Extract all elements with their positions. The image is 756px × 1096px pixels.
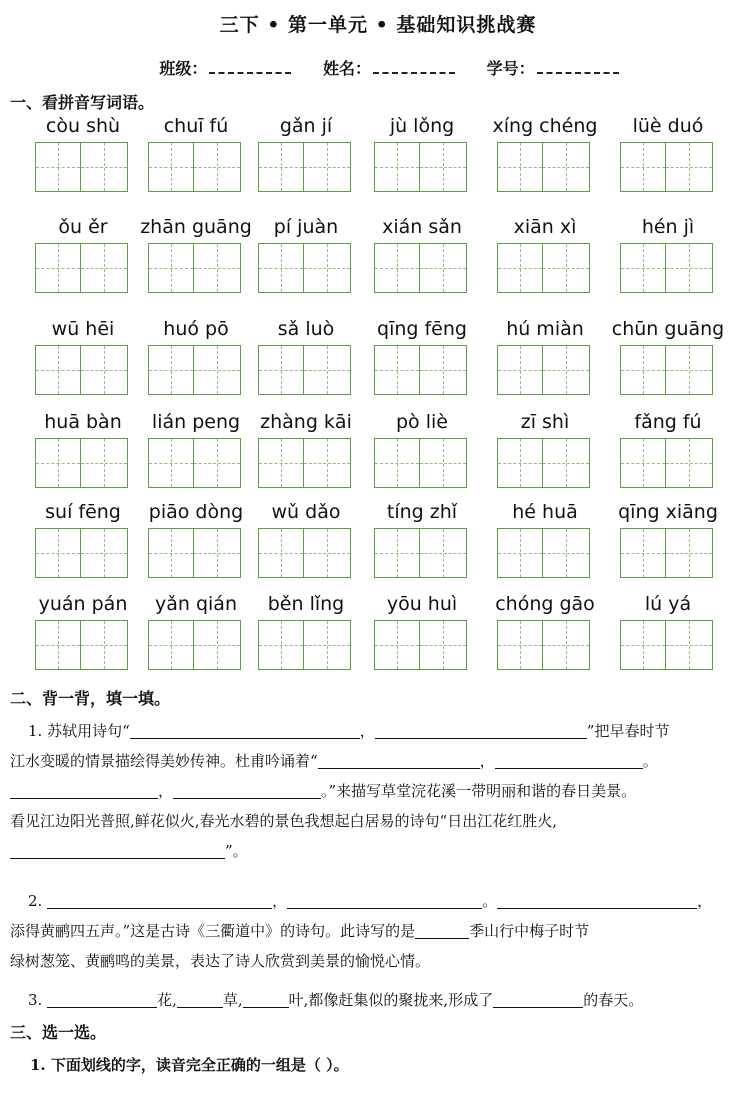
tianzige-box[interactable] [35,528,81,578]
q1-text-h: 。”来描写草堂浣花溪一带明丽和谐的春日美景。 [321,782,637,800]
tianzige-box[interactable] [81,620,128,670]
writing-boxes [148,142,241,192]
q1-comma-2: ， [479,752,495,770]
pinyin-label: hén jì [641,216,695,238]
pinyin-label: chuī fú [163,115,229,137]
writing-boxes [258,243,351,293]
writing-boxes [497,528,590,578]
pinyin-label: ǒu ěr [58,216,108,238]
page-title: 三下 • 第一单元 • 基础知识挑战赛 [219,14,537,36]
writing-boxes [497,142,590,192]
pinyin-label: sǎ luò [277,318,335,340]
tianzige-box[interactable] [148,345,194,395]
tianzige-box[interactable] [35,438,81,488]
tianzige-box[interactable] [194,438,241,488]
q2-period: 。 [482,892,498,910]
writing-boxes [374,243,467,293]
tianzige-box[interactable] [666,438,713,488]
writing-boxes [620,528,713,578]
writing-boxes [374,620,467,670]
writing-boxes [620,620,713,670]
q1-blank-1[interactable] [130,720,360,739]
writing-boxes [374,345,467,395]
q2-blank-2[interactable] [287,890,482,909]
pinyin-label: tíng zhǐ [386,501,458,523]
tianzige-box[interactable] [666,345,713,395]
writing-boxes [148,438,241,488]
tianzige-box[interactable] [620,620,666,670]
pinyin-row [0,501,756,596]
tianzige-box[interactable] [543,345,590,395]
q1-comma: ， [359,722,375,740]
id-label: 学号： [486,59,535,78]
tianzige-box[interactable] [543,243,590,293]
pinyin-label: zhān guāng [140,216,252,238]
pinyin-label: huó pō [163,318,229,340]
tianzige-box[interactable] [543,528,590,578]
tianzige-box[interactable] [194,142,241,192]
tianzige-box[interactable] [543,620,590,670]
tianzige-box[interactable] [374,528,420,578]
writing-boxes [620,345,713,395]
writing-boxes [148,620,241,670]
writing-boxes [148,243,241,293]
section1-heading: 一、看拼音写词语。 [10,93,155,112]
q1-text-c: ”把早春时节 [586,722,670,740]
q1-blank-3[interactable] [318,750,480,769]
tianzige-box[interactable] [35,345,81,395]
q1-blank-5[interactable] [10,780,158,799]
tianzige-box[interactable] [420,438,467,488]
section3-heading: 三、选一选。 [10,1023,107,1042]
writing-boxes [497,438,590,488]
q2-text-f: 绿树葱笼、黄鹂鸣的美景，表达了诗人欣赏到美景的愉悦心情。 [10,952,431,970]
q2-text-e: 季山行中梅子时节 [469,922,590,940]
writing-boxes [258,528,351,578]
q1-period: 。 [642,752,658,770]
writing-boxes [374,142,467,192]
writing-boxes [35,438,128,488]
q1-comma-3: ， [158,782,174,800]
pinyin-label: pò liè [396,411,448,433]
tianzige-box[interactable] [194,528,241,578]
writing-boxes [497,243,590,293]
tianzige-box[interactable] [148,142,194,192]
question-3 [10,985,748,1015]
section2-heading: 二、背一背，填一填。 [10,689,171,708]
tianzige-box[interactable] [374,243,420,293]
pinyin-label: lüè duó [632,115,704,137]
writing-boxes [35,243,128,293]
section3-question-1: 1. 下面划线的字，读音完全正确的一组是（ ）。 [30,1056,349,1074]
q2-comma-2: ， [697,892,713,910]
pinyin-label: wū hēi [51,318,115,340]
tianzige-box[interactable] [258,620,304,670]
writing-boxes [620,243,713,293]
tianzige-box[interactable] [666,243,713,293]
tianzige-box[interactable] [374,142,420,192]
class-label: 班级： [159,59,208,78]
pinyin-row [0,593,756,688]
writing-boxes [258,438,351,488]
tianzige-box[interactable] [420,243,467,293]
writing-boxes [497,345,590,395]
tianzige-box[interactable] [148,528,194,578]
writing-boxes [148,345,241,395]
pinyin-label: běn lǐng [267,593,345,615]
pinyin-row [0,216,756,311]
tianzige-box[interactable] [35,142,81,192]
tianzige-box[interactable] [304,528,351,578]
tianzige-box[interactable] [304,345,351,395]
tianzige-box[interactable] [35,243,81,293]
pinyin-label: huā bàn [44,411,122,433]
tianzige-box[interactable] [81,142,128,192]
tianzige-box[interactable] [666,142,713,192]
tianzige-box[interactable] [304,438,351,488]
pinyin-label: xián sǎn [382,216,462,238]
writing-boxes [497,620,590,670]
q3-blank-4[interactable] [493,989,583,1008]
tianzige-box[interactable] [420,620,467,670]
tianzige-box[interactable] [497,438,543,488]
q2-blank-1[interactable] [47,890,272,909]
writing-boxes [258,620,351,670]
tianzige-box[interactable] [497,142,543,192]
tianzige-box[interactable] [497,345,543,395]
q3-text-a: 花, [157,991,177,1009]
tianzige-box[interactable] [194,345,241,395]
pinyin-label: pí juàn [273,216,339,238]
tianzige-box[interactable] [374,345,420,395]
student-info [0,56,756,79]
pinyin-label: qīng fēng [377,318,467,340]
tianzige-box[interactable] [543,142,590,192]
q2-blank-3[interactable] [497,890,697,909]
q2-number: 2. [28,892,43,910]
pinyin-label: hú miàn [506,318,584,340]
tianzige-box[interactable] [304,243,351,293]
q3-blank-1[interactable] [47,989,157,1008]
writing-boxes [35,620,128,670]
q3-number: 3. [28,991,43,1009]
pinyin-label: jù lǒng [389,115,455,137]
tianzige-box[interactable] [258,243,304,293]
pinyin-row [0,115,756,210]
pinyin-label: yuán pán [38,593,128,615]
question-2 [10,886,748,976]
tianzige-box[interactable] [497,620,543,670]
q2-comma: ， [272,892,288,910]
pinyin-row [0,411,756,506]
q2-blank-4[interactable] [415,920,469,939]
tianzige-box[interactable] [620,345,666,395]
pinyin-label: zī shì [520,411,570,433]
tianzige-box[interactable] [666,620,713,670]
pinyin-label: chūn guāng [611,318,725,340]
tianzige-box[interactable] [497,243,543,293]
pinyin-label: zhàng kāi [260,411,352,433]
tianzige-box[interactable] [194,243,241,293]
q3-blank-3[interactable] [243,989,289,1008]
tianzige-box[interactable] [497,528,543,578]
q3-text-d: 的春天。 [583,991,644,1009]
tianzige-box[interactable] [420,528,467,578]
writing-boxes [374,438,467,488]
pinyin-row [0,318,756,413]
tianzige-box[interactable] [374,438,420,488]
writing-boxes [35,528,128,578]
q1-blank-6[interactable] [173,780,321,799]
pinyin-label: xíng chéng [492,115,598,137]
q1-text-d: 江水变暖的情景描绘得美妙传神。杜甫吟诵着“ [10,752,318,770]
name-label: 姓名： [322,59,371,78]
tianzige-box[interactable] [420,345,467,395]
tianzige-box[interactable] [35,620,81,670]
tianzige-box[interactable] [620,438,666,488]
tianzige-box[interactable] [258,438,304,488]
pinyin-label: fǎng fú [634,411,702,433]
tianzige-box[interactable] [666,528,713,578]
name-blank[interactable] [373,58,455,74]
tianzige-box[interactable] [304,142,351,192]
q1-blank-4[interactable] [495,750,643,769]
q3-blank-2[interactable] [177,989,223,1008]
tianzige-box[interactable] [258,528,304,578]
tianzige-box[interactable] [148,438,194,488]
tianzige-box[interactable] [304,620,351,670]
writing-boxes [35,142,128,192]
tianzige-box[interactable] [81,438,128,488]
writing-boxes [148,528,241,578]
tianzige-box[interactable] [81,345,128,395]
tianzige-box[interactable] [148,620,194,670]
pinyin-label: hé huā [512,501,578,523]
tianzige-box[interactable] [620,528,666,578]
writing-boxes [620,438,713,488]
tianzige-box[interactable] [81,243,128,293]
pinyin-label: qīng xiāng [618,501,718,523]
writing-boxes [35,345,128,395]
pinyin-label: chóng gāo [495,593,595,615]
tianzige-box[interactable] [194,620,241,670]
tianzige-box[interactable] [374,620,420,670]
pinyin-label: xiān xì [513,216,577,238]
writing-boxes [620,142,713,192]
q1-number: 1. [28,722,43,740]
tianzige-box[interactable] [620,142,666,192]
q1-text-a: 苏轼用诗句“ [47,722,130,740]
pinyin-label: lián peng [151,411,241,433]
tianzige-box[interactable] [620,243,666,293]
tianzige-box[interactable] [543,438,590,488]
pinyin-label: suí fēng [45,501,121,523]
writing-boxes [258,345,351,395]
pinyin-label: wǔ dǎo [271,501,341,523]
q2-text-d: 添得黄鹂四五声。”这是古诗《三衢道中》的诗句。此诗写的是 [10,922,416,940]
tianzige-box[interactable] [258,345,304,395]
pinyin-label: yōu huì [386,593,458,615]
class-blank[interactable] [209,58,291,74]
pinyin-label: còu shù [45,115,121,137]
q3-text-b: 草, [222,991,243,1009]
tianzige-box[interactable] [420,142,467,192]
q1-blank-7[interactable] [10,840,225,859]
tianzige-box[interactable] [81,528,128,578]
tianzige-box[interactable] [148,243,194,293]
pinyin-label: gǎn jí [279,115,333,137]
q1-text-i: 看见江边阳光普照,鲜花似火,春光水碧的景色我想起白居易的诗句“日出江花红胜火, [10,812,557,830]
writing-boxes [374,528,467,578]
writing-boxes [258,142,351,192]
pinyin-label: lú yá [644,593,692,615]
q1-blank-2[interactable] [375,720,587,739]
q1-text-j: ”。 [225,842,248,860]
pinyin-label: piāo dòng [148,501,244,523]
pinyin-label: yǎn qián [155,593,237,615]
tianzige-box[interactable] [258,142,304,192]
q3-text-c: 叶,都像赶集似的聚拢来,形成了 [288,991,494,1009]
question-1 [10,716,748,866]
id-blank[interactable] [537,58,619,74]
